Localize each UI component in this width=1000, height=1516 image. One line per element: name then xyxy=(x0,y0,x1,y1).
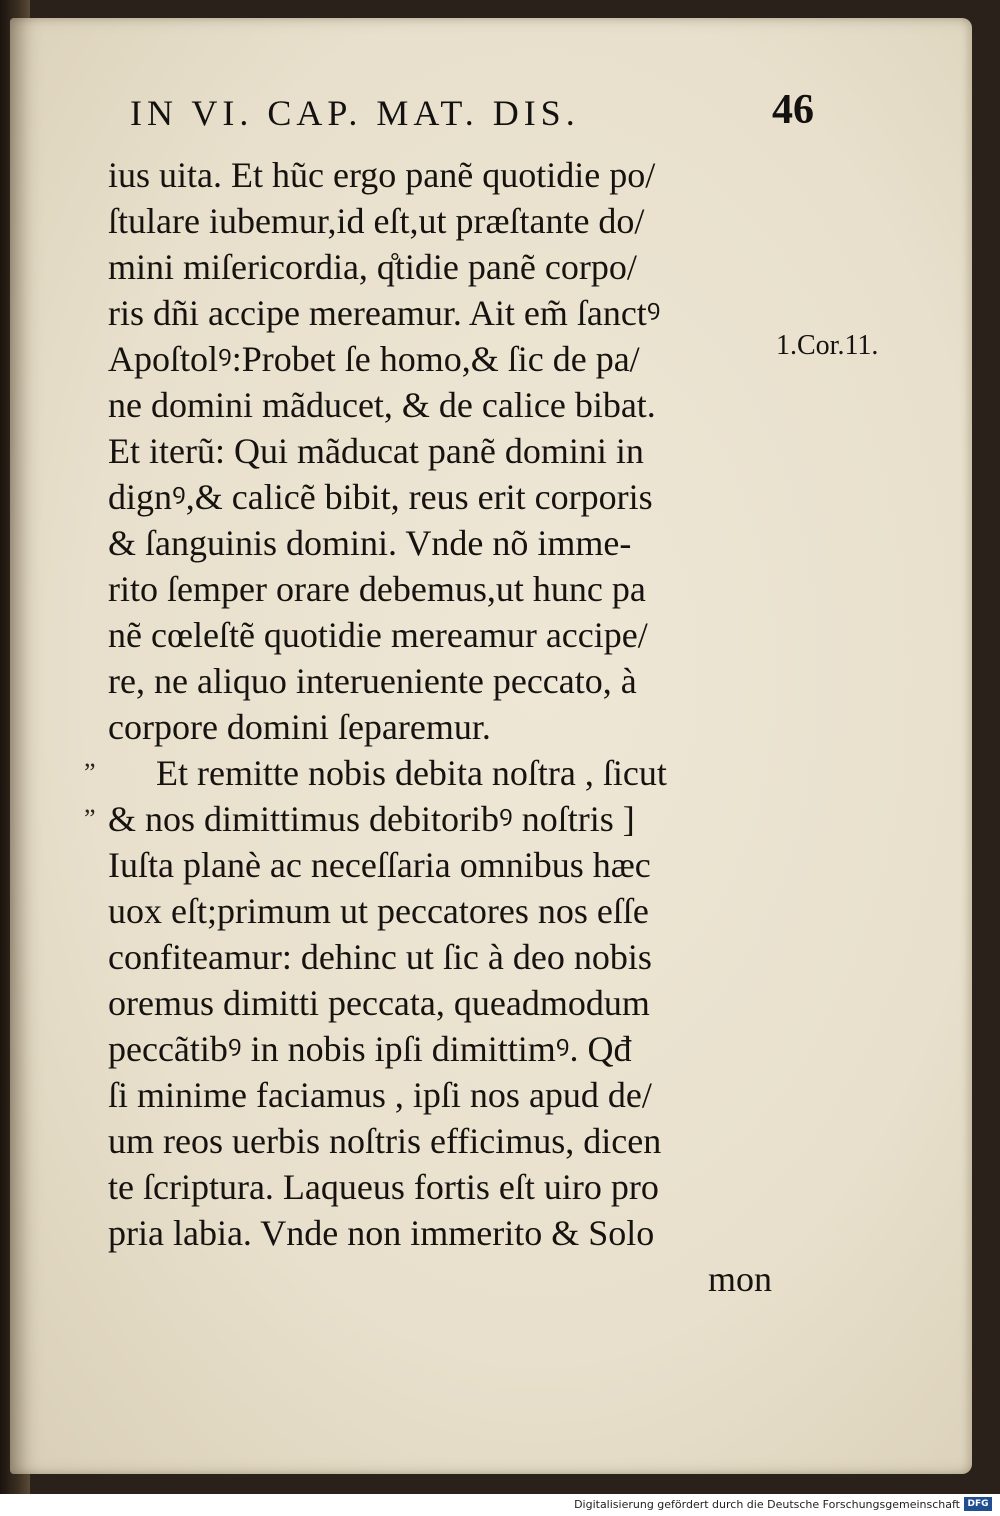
text-line: ris dñi accipe mereamur. Ait em̃ ſanctꝰ xyxy=(108,293,661,333)
text-line: Apoſtolꝰ:Probet ſe homo,& ſic de pa/ xyxy=(108,339,640,379)
text-line-content: & nos dimittimus debitoribꝰ noſtris ] xyxy=(108,799,635,839)
text-line: Iuſta planè ac neceſſaria omnibus hæc xyxy=(108,845,651,885)
page-number: 46 xyxy=(772,87,814,133)
footer-bar xyxy=(0,1494,1000,1516)
text-line: corpore domini ſeparemur. xyxy=(108,707,491,747)
margin-note: 1.Cor.11. xyxy=(776,330,879,361)
text-line: te ſcriptura. Laqueus fortis eſt uiro pro xyxy=(108,1167,659,1207)
text-line: confiteamur: dehinc ut ſic à deo nobis xyxy=(108,937,652,977)
quotation-marker: ” xyxy=(84,758,96,787)
page-header xyxy=(130,87,830,138)
text-line: um reos uerbis noſtris efficimus, dicen xyxy=(108,1121,662,1161)
text-line-content: Et remitte nobis debita noſtra , ſicut xyxy=(156,753,667,793)
footer-credit: Digitalisierung gefördert durch die Deutsche Forschungsgemeinschaft xyxy=(574,1498,960,1511)
text-line: dignꝰ,& calicẽ bibit, reus erit corporis xyxy=(108,477,653,517)
text-line: peccãtibꝰ in nobis ipſi dimittimꝰ. Qđ xyxy=(108,1029,632,1069)
text-line: mini miſericordia, q̊tidie panẽ corpo/ xyxy=(108,247,637,287)
text-line: Et iterũ: Qui mãducat panẽ domini in xyxy=(108,431,644,471)
text-line: pria labia. Vnde non immerito & Solo xyxy=(108,1213,655,1253)
text-line: re, ne aliquo interueniente peccato, à xyxy=(108,661,637,701)
text-line: ſi minime faciamus , ipſi nos apud de/ xyxy=(108,1075,652,1115)
text-line-quoted xyxy=(84,796,798,842)
text-line: ne domini mãducet, & de calice bibat. xyxy=(108,385,656,425)
text-line: ſtulare iubemur,id eſt,ut præſtante do/ xyxy=(108,201,645,241)
text-line: & ſanguinis domini. Vnde nõ imme- xyxy=(108,523,632,563)
running-title: IN VI. CAP. MAT. DIS. xyxy=(130,93,580,133)
text-line: uox eſt;primum ut peccatores nos eſſe xyxy=(108,891,649,931)
catchword: mon xyxy=(707,1259,772,1299)
body-text xyxy=(84,152,798,1302)
text-line: ius uita. Et hũc ergo panẽ quotidie po/ xyxy=(108,155,656,195)
quotation-marker: ” xyxy=(84,804,96,833)
text-line: oremus dimitti peccata, queadmodum xyxy=(108,983,650,1023)
text-line: nẽ cœleſtẽ quotidie mereamur accipe/ xyxy=(108,615,648,655)
text-line-quoted xyxy=(84,750,798,796)
dfg-logo: DFG xyxy=(964,1497,992,1511)
text-line: rito ſemper orare debemus,ut hunc pa xyxy=(108,569,646,609)
